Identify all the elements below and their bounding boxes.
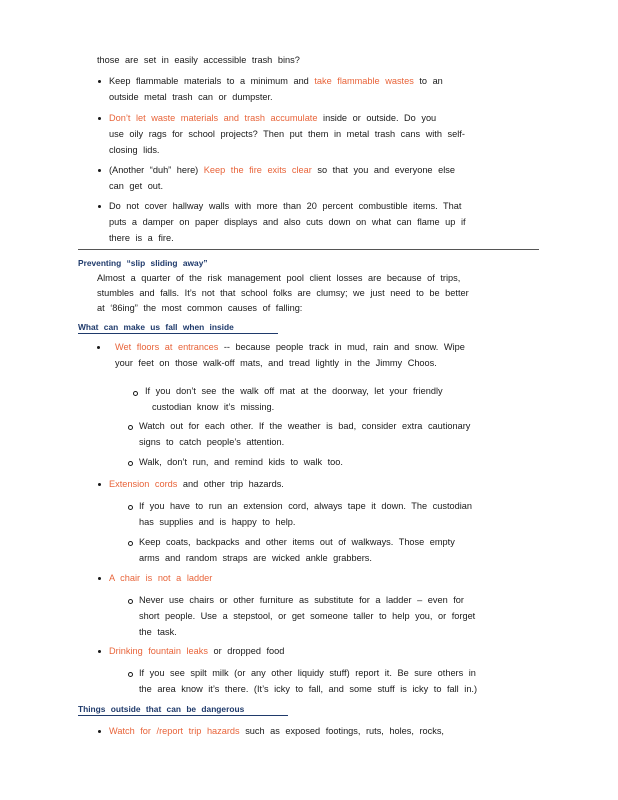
outside-watch-line: Watch for /report trip hazards such as exposed footings, ruts, holes, rocks, bbox=[109, 726, 444, 736]
sub-item-line: Walk, don’t run, and remind kids to walk too. bbox=[139, 457, 343, 467]
wet-floors-line-1: Wet floors at entrances -- because people track in mud, rain and snow. Wipe bbox=[115, 342, 465, 352]
sub-item-line: If you don’t see the walk off mat at the doorway, let your friendly bbox=[145, 386, 443, 396]
section-heading: Preventing “slip sliding away” bbox=[78, 258, 208, 268]
bullet-icon bbox=[98, 117, 101, 120]
list-item-1-line-1: Keep flammable materials to a minimum and take flammable wastes to an bbox=[109, 76, 443, 86]
hollow-bullet-icon bbox=[128, 505, 133, 510]
sub-item-line: short people. Use a stepstool, or get someone taller to help you, or forget bbox=[139, 611, 476, 621]
bullet-icon bbox=[98, 577, 101, 580]
list-item-4-line-3: there is a fire. bbox=[109, 233, 174, 243]
bullet-icon bbox=[98, 650, 101, 653]
highlight-text: Drinking fountain leaks bbox=[109, 646, 208, 656]
drinking-fountain-line: Drinking fountain leaks or dropped food bbox=[109, 646, 285, 656]
paragraph-line-1: Almost a quarter of the risk management pool client losses are because of trips, bbox=[97, 273, 461, 283]
subheading-outside: Things outside that can be dangerous bbox=[78, 704, 245, 714]
hollow-bullet-icon bbox=[128, 599, 133, 604]
sub-item-line: signs to catch people’s attention. bbox=[139, 437, 285, 447]
highlight-text: Don’t let waste materials and trash accumulate bbox=[109, 113, 318, 123]
bullet-icon bbox=[98, 80, 101, 83]
bullet-icon bbox=[98, 205, 101, 208]
list-item-2-line-1: Don’t let waste materials and trash accumulate inside or outside. Do you bbox=[109, 113, 437, 123]
hollow-bullet-icon bbox=[128, 541, 133, 546]
bullet-icon bbox=[97, 346, 100, 349]
bullet-icon bbox=[98, 483, 101, 486]
sub-item-line: custodian know it’s missing. bbox=[152, 402, 275, 412]
hollow-bullet-icon bbox=[128, 425, 133, 430]
paragraph-line-3: at ‘86ing” the most common causes of falling: bbox=[97, 303, 303, 313]
hollow-bullet-icon bbox=[133, 391, 138, 396]
list-item-2-line-3: closing lids. bbox=[109, 145, 160, 155]
sub-item-line: arms and random straps are wicked ankle grabbers. bbox=[139, 553, 372, 563]
heading-underline bbox=[78, 715, 288, 716]
list-item-4-line-2: puts a damper on paper displays and also cuts down on what can flame up if bbox=[109, 217, 466, 227]
wet-floors-line-2: your feet on those walk-off mats, and tread lightly in the Jimmy Choos. bbox=[115, 358, 437, 368]
highlight-text: Watch for /report trip hazards bbox=[109, 726, 240, 736]
intro-tail: those are set in easily accessible trash bins? bbox=[97, 55, 300, 65]
highlight-text: Keep the fire exits clear bbox=[203, 165, 312, 175]
sub-item-line: has supplies and is happy to help. bbox=[139, 517, 296, 527]
section-divider bbox=[78, 249, 539, 250]
highlight-text: Wet floors at entrances bbox=[115, 342, 219, 352]
sub-item-line: Never use chairs or other furniture as substitute for a ladder – even for bbox=[139, 595, 464, 605]
list-item-3-line-2: can get out. bbox=[109, 181, 164, 191]
list-item-2-line-2: use oily rags for school projects? Then put them in metal trash cans with self- bbox=[109, 129, 465, 139]
sub-item-line: Watch out for each other. If the weather is bad, consider extra cautionary bbox=[139, 421, 471, 431]
highlight-text: take flammable wastes bbox=[314, 76, 414, 86]
sub-item-line: If you see spilt milk (or any other liquidy stuff) report it. Be sure others in bbox=[139, 668, 476, 678]
hollow-bullet-icon bbox=[128, 672, 133, 677]
chair-not-ladder-line: A chair is not a ladder bbox=[109, 573, 213, 583]
highlight-text: Extension cords bbox=[109, 479, 178, 489]
list-item-1-line-2: outside metal trash can or dumpster. bbox=[109, 92, 273, 102]
bullet-icon bbox=[98, 169, 101, 172]
extension-cords-line: Extension cords and other trip hazards. bbox=[109, 479, 284, 489]
heading-underline bbox=[78, 333, 278, 334]
sub-item-line: If you have to run an extension cord, always tape it down. The custodian bbox=[139, 501, 473, 511]
list-item-4-line-1: Do not cover hallway walls with more than 20 percent combustible items. That bbox=[109, 201, 462, 211]
subheading-inside: What can make us fall when inside bbox=[78, 322, 234, 332]
list-item-3-line-1: (Another “duh” here) Keep the fire exits clear so that you and everyone else bbox=[109, 165, 455, 175]
sub-item-line: the task. bbox=[139, 627, 177, 637]
paragraph-line-2: stumbles and falls. It’s not that school folks are clumsy; we just need to be better bbox=[97, 288, 469, 298]
hollow-bullet-icon bbox=[128, 461, 133, 466]
sub-item-line: the area know it’s there. (It’s icky to fall, and some stuff is icky to fall in.) bbox=[139, 684, 478, 694]
sub-item-line: Keep coats, backpacks and other items out of walkways. Those empty bbox=[139, 537, 455, 547]
bullet-icon bbox=[98, 730, 101, 733]
